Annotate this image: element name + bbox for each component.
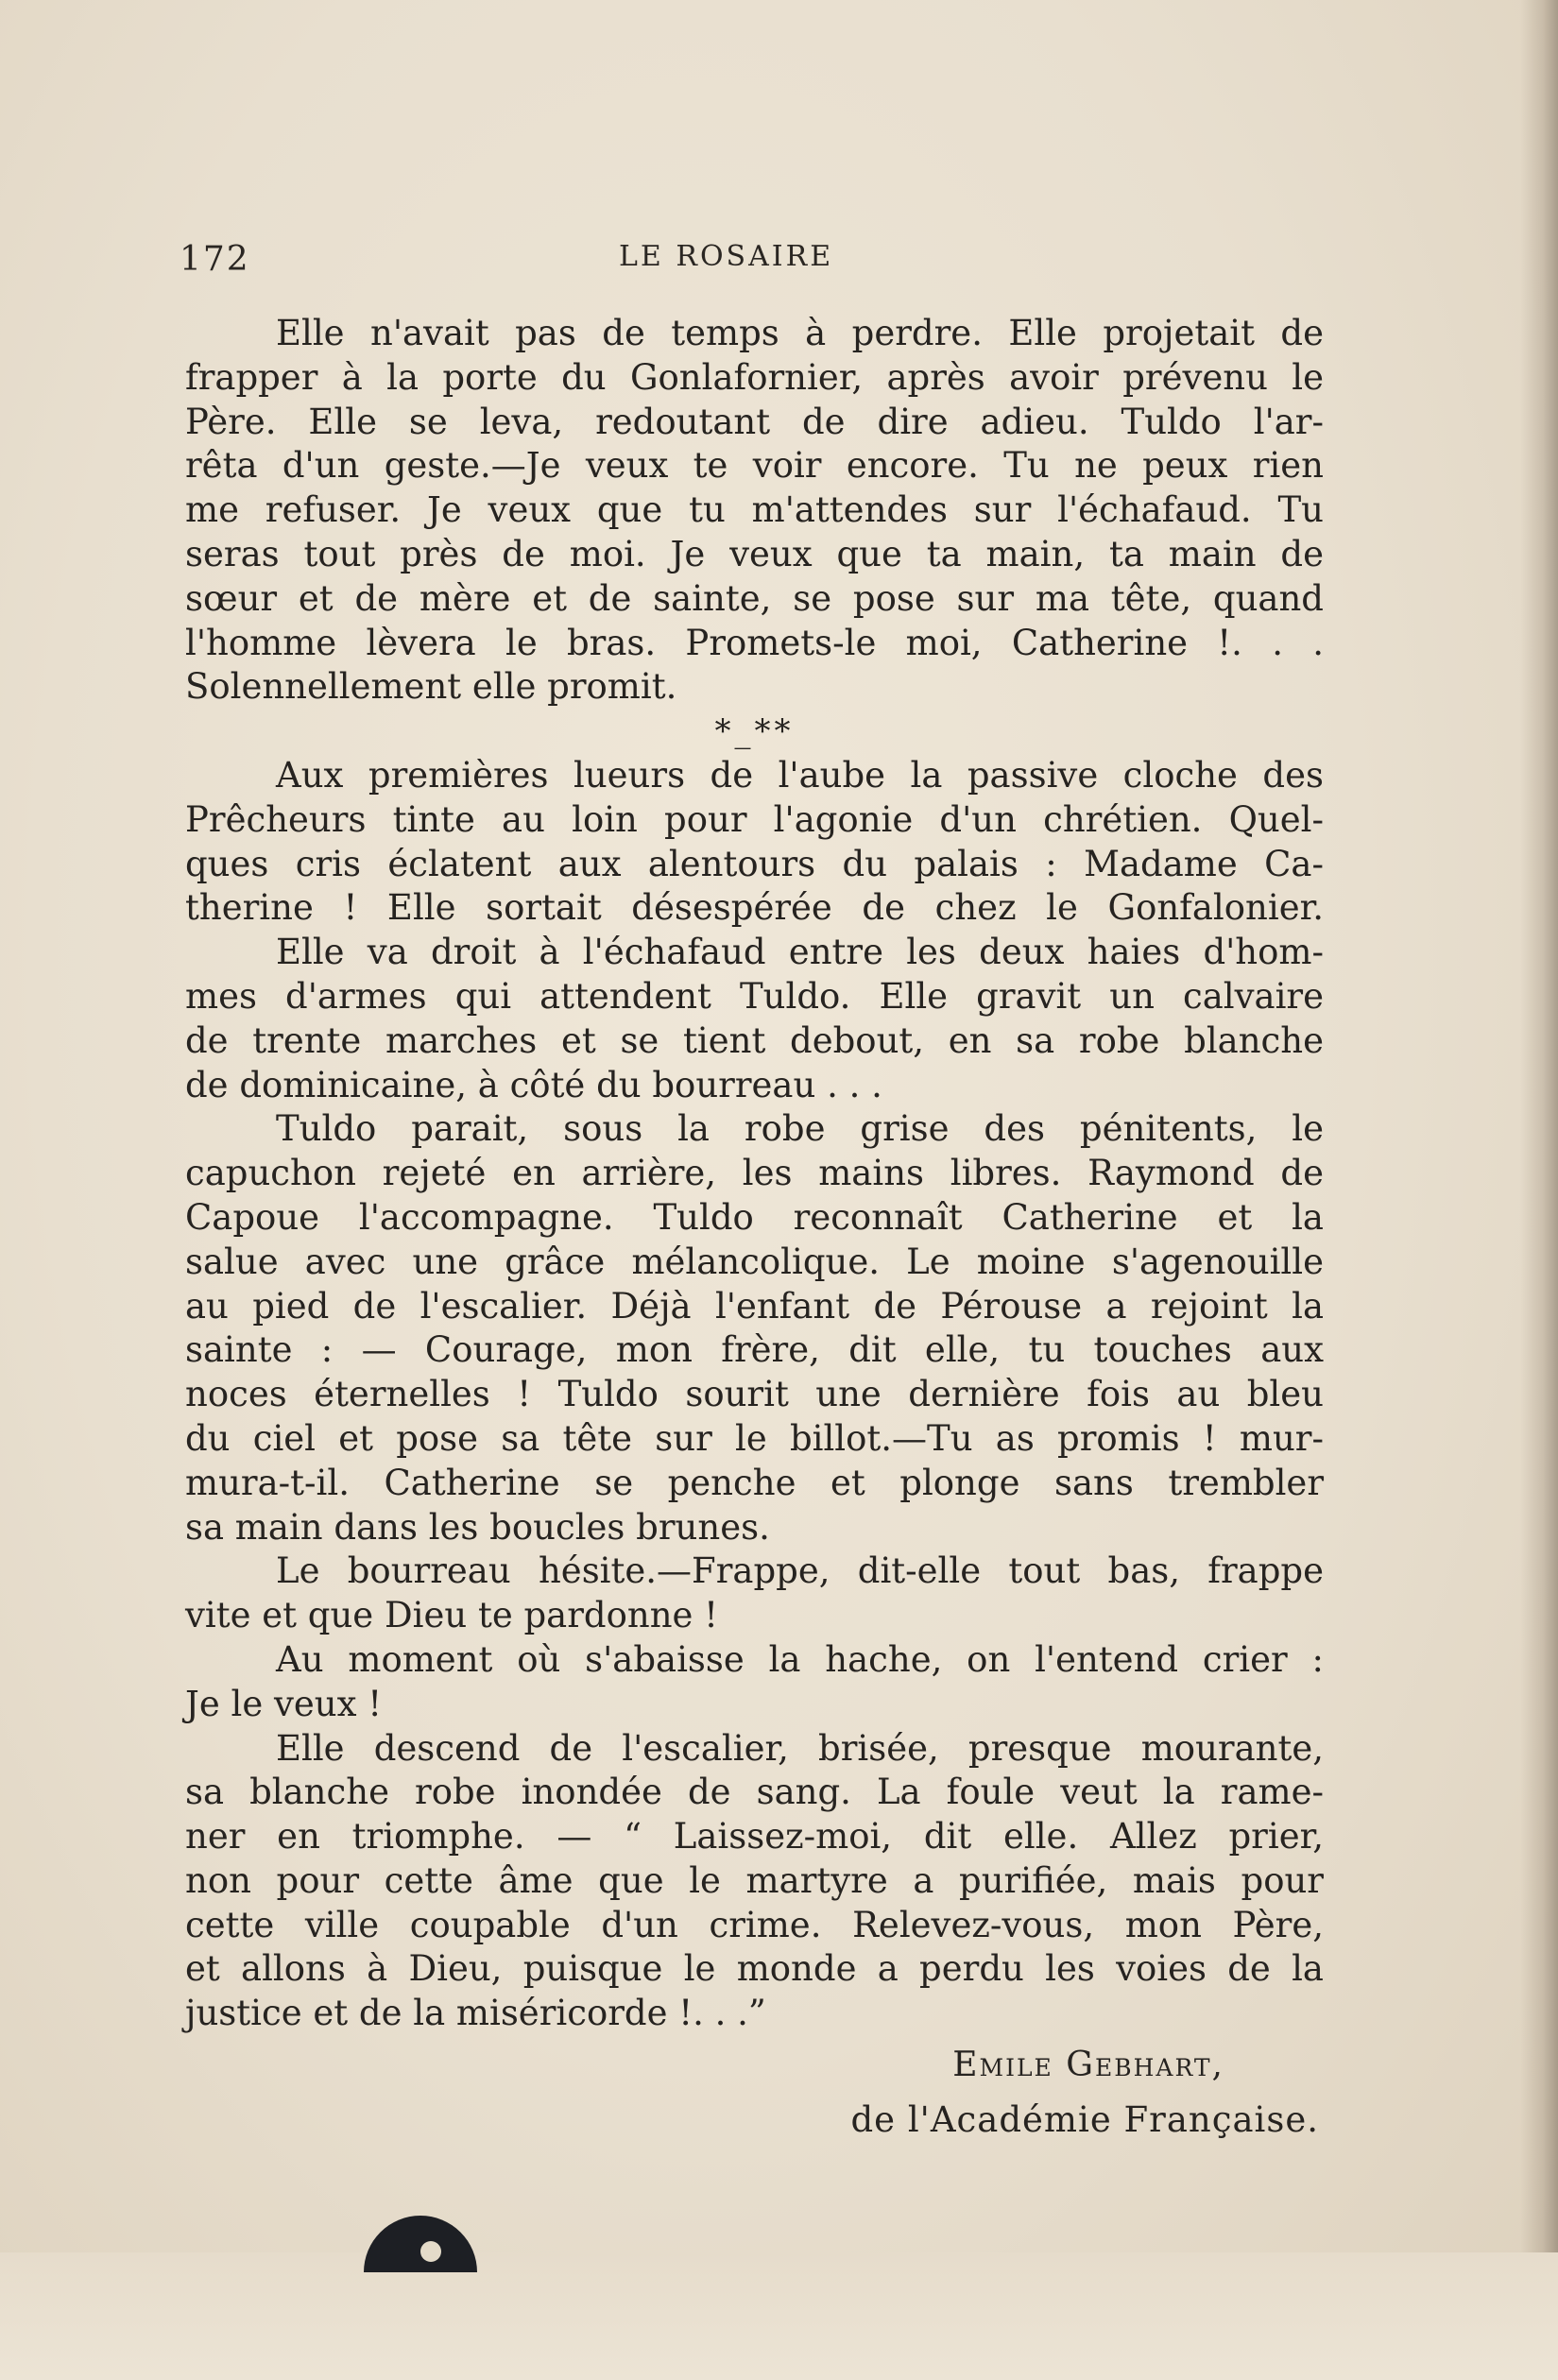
- text-line: Elle va droit à l'échafaud entre les deux haies d'hom-: [276, 932, 1324, 973]
- text-line: de dominicaine, à côté du bourreau . . .: [185, 1064, 882, 1105]
- text-line: ques cris éclatent aux alentours du palais : Madame Ca-: [185, 843, 1324, 884]
- text-line: Père. Elle se leva, redoutant de dire adieu. Tuldo l'ar-: [185, 401, 1324, 442]
- text-line: au pied de l'escalier. Déjà l'enfant de Pérouse a rejoint la: [185, 1285, 1324, 1327]
- text-line: ner en triomphe. — “ Laissez-moi, dit elle. Allez prier,: [185, 1816, 1324, 1858]
- text-line: frapper à la porte du Gonlafornier, après avoir prévenu le: [185, 356, 1324, 398]
- section-separator: *_**: [714, 712, 795, 751]
- text-line: therine ! Elle sortait désespérée de chez le Gonfalonier.: [185, 887, 1324, 929]
- text-line: Le bourreau hésite.—Frappe, dit-elle tout bas, frappe: [276, 1550, 1324, 1592]
- text-line: de trente marches et se tient debout, en sa robe blanche: [185, 1019, 1324, 1061]
- text-line: sœur et de mère et de sainte, se pose sur ma tête, quand: [185, 577, 1324, 619]
- text-line: sa blanche robe inondée de sang. La foule veut la rame-: [185, 1772, 1324, 1813]
- text-line: justice et de la miséricorde !. . .”: [185, 1993, 766, 2034]
- text-line: noces éternelles ! Tuldo sourit une dernière fois au bleu: [185, 1374, 1324, 1415]
- text-line: Aux premières lueurs de l'aube la passive cloche des: [276, 754, 1324, 796]
- text-line: me refuser. Je veux que tu m'attendes sur l'échafaud. Tu: [185, 489, 1324, 531]
- text-line: Elle descend de l'escalier, brisée, presque mourante,: [276, 1727, 1324, 1769]
- text-line: Elle n'avait pas de temps à perdre. Elle projetait de: [276, 313, 1324, 353]
- text-line: salue avec une grâce mélancolique. Le moine s'agenouille: [185, 1241, 1324, 1282]
- text-line: du ciel et pose sa tête sur le billot.—Tu as promis ! mur-: [185, 1417, 1324, 1459]
- page-number: 172: [180, 240, 250, 279]
- text-line: Tuldo parait, sous la robe grise des pénitents, le: [276, 1108, 1324, 1150]
- text-line: mes d'armes qui attendent Tuldo. Elle gravit un calvaire: [185, 975, 1324, 1017]
- text-line: Solennellement elle promit.: [185, 666, 677, 708]
- text-line: vite et que Dieu te pardonne !: [185, 1595, 719, 1636]
- text-line: Capoue l'accompagne. Tuldo reconnaît Catherine et la: [185, 1196, 1324, 1238]
- text-line: et allons à Dieu, puisque le monde a perdu les voies de la: [185, 1948, 1324, 1990]
- text-line: Je le veux !: [185, 1683, 383, 1724]
- bottom-margin-strip: [0, 2252, 1558, 2380]
- text-line: sainte : — Courage, mon frère, dit elle, tu touches aux: [185, 1329, 1324, 1371]
- text-line: capuchon rejeté en arrière, les mains libres. Raymond de: [185, 1153, 1324, 1194]
- text-line: Au moment où s'abaisse la hache, on l'entend crier :: [276, 1638, 1324, 1680]
- text-line: mura-t-il. Catherine se penche et plonge sans trembler: [185, 1462, 1324, 1503]
- ink-blot-hole: [420, 2241, 441, 2262]
- text-line: sa main dans les boucles brunes.: [185, 1506, 770, 1548]
- text-line: l'homme lèvera le bras. Promets-le moi, Catherine !. . .: [185, 622, 1324, 663]
- text-line: seras tout près de moi. Je veux que ta main, ta main de: [185, 533, 1324, 574]
- text-line: Prêcheurs tinte au loin pour l'agonie d'un chrétien. Quel-: [185, 798, 1324, 840]
- running-title: LE ROSAIRE: [619, 240, 834, 273]
- text-line: cette ville coupable d'un crime. Relevez-vous, mon Père,: [185, 1904, 1324, 1945]
- text-line: non pour cette âme que le martyre a purifiée, mais pour: [185, 1859, 1324, 1901]
- author-title: de l'Académie Française.: [850, 2099, 1319, 2140]
- author-name: Emile Gebhart,: [952, 2046, 1224, 2084]
- text-line: rêta d'un geste.—Je veux te voir encore. Tu ne peux rien: [185, 445, 1324, 487]
- page-edge-shadow: [1520, 0, 1558, 2380]
- body-text: [185, 312, 1324, 2036]
- ink-blot: [364, 2216, 477, 2272]
